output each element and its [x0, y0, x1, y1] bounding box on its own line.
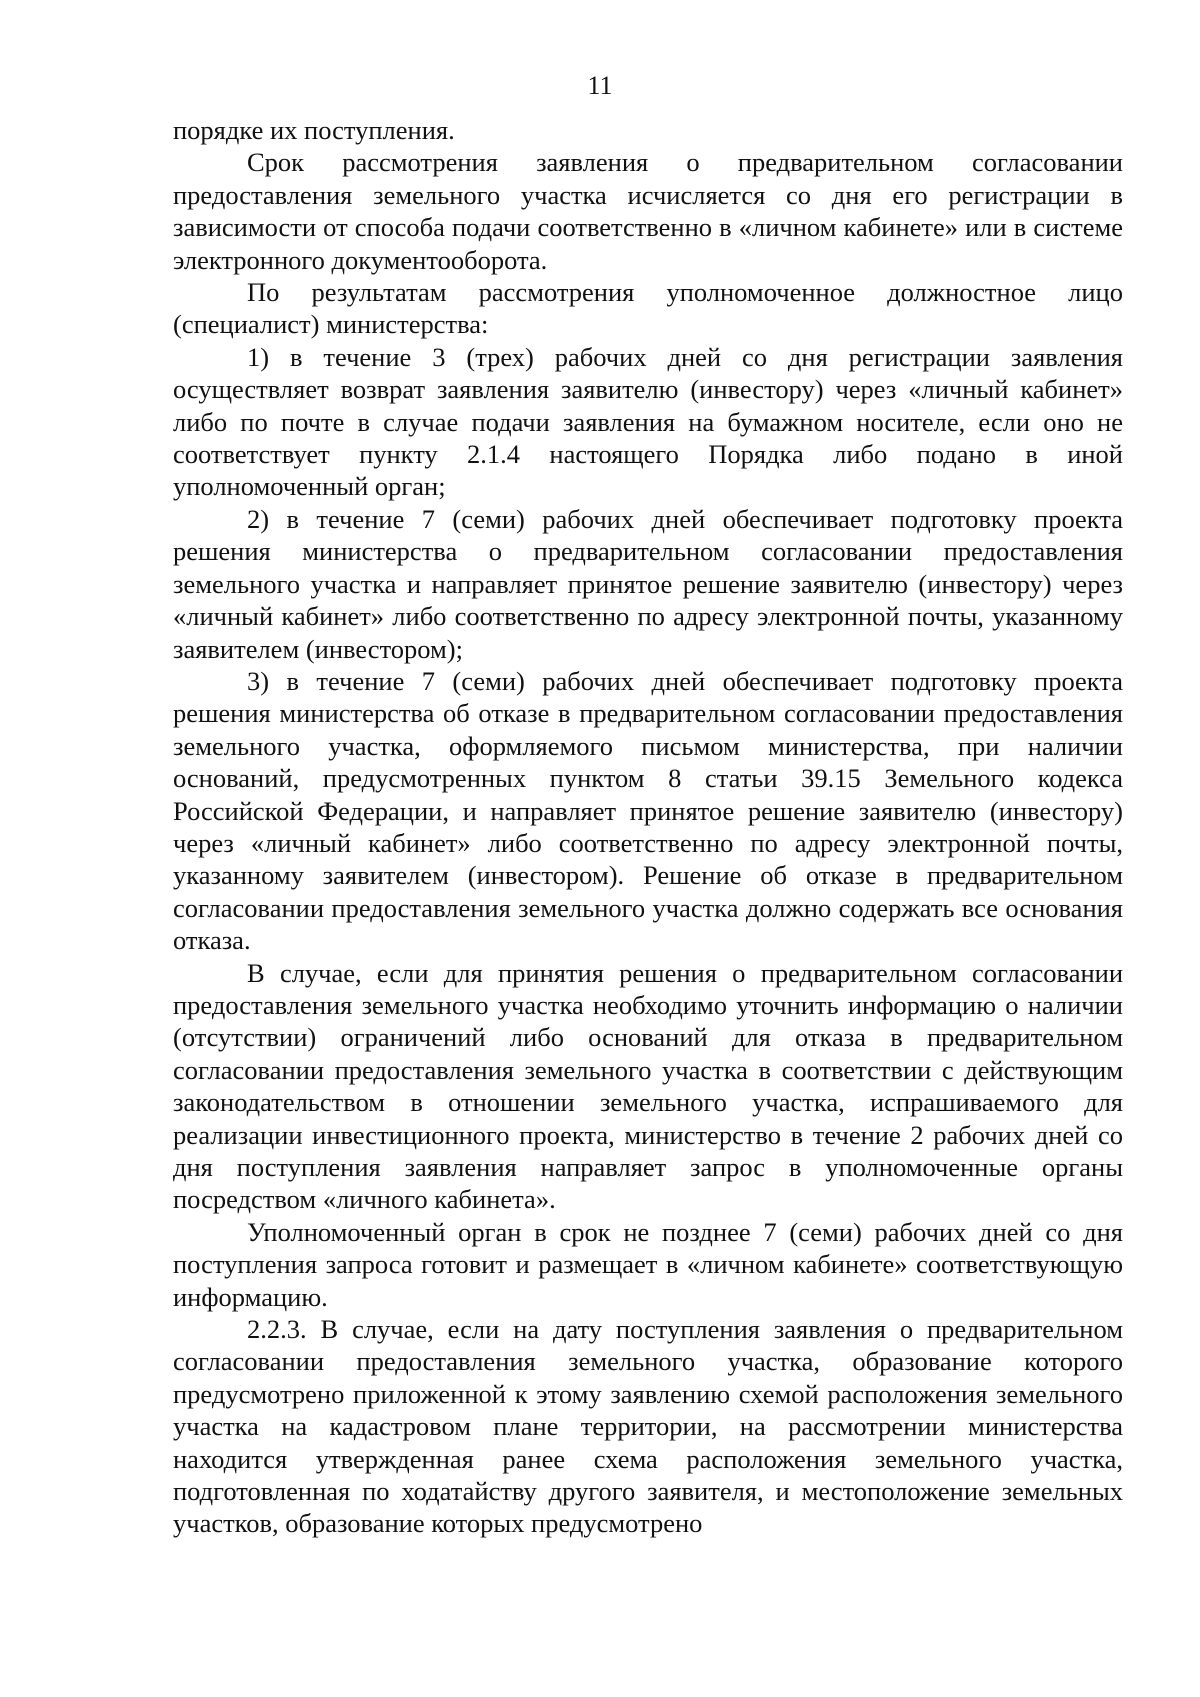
paragraph-review-period: Срок рассмотрения заявления о предварительном согласовании предоставления земельного участка исчисляется со дня его регистрации в зависимости от способа подачи соответственно в «личном кабинете» или в системе электронного документооборота.: [173, 147, 1123, 275]
paragraph-continuation: порядке их поступления.: [173, 115, 455, 145]
list-item-3-refusal: 3) в течение 7 (семи) рабочих дней обеспечивает подготовку проекта решения министерства об отказе в предварительном согласовании предоставления земельного участка, оформляемого письмом министерства, при наличии оснований, предусмотренных пунктом 8 статьи 39.15 Земельного кодекса Российской Федерации, и направляет принятое решение заявителю (инвестору) через «личный кабинет» либо соответственно по адресу электронной почты, указанному заявителем (инвестором). Решение об отказе в предварительном согласовании предоставления земельного участка должно содержать все основания отказа.: [173, 665, 1123, 956]
paragraph-authorized-body: Уполномоченный орган в срок не позднее 7 (семи) рабочих дней со дня поступления запроса готовит и размещает в «личном кабинете» соответствующую информацию.: [173, 1216, 1123, 1312]
page-number: 11: [587, 71, 613, 100]
paragraph-clause-2-2-3: 2.2.3. В случае, если на дату поступления заявления о предварительном согласовании предоставления земельного участка, образование которого предусмотрено приложенной к этому заявлению схемой расположения земельного участка на кадастровом плане территории, на рассмотрении министерства находится утвержденная ранее схема расположения земельного участка, подготовленная по ходатайству другого заявителя, и местоположение земельных участков, образование которых предусмотрено: [173, 1314, 1123, 1539]
list-item-2-approval: 2) в течение 7 (семи) рабочих дней обеспечивает подготовку проекта решения министерства о предварительном согласовании предоставления земельного участка и направляет принятое решение заявителю (инвестору) через «личный кабинет» либо соответственно по адресу электронной почты, указанному заявителем (инвестором);: [173, 503, 1123, 664]
paragraph-review-results: По результатам рассмотрения уполномоченное должностное лицо (специалист) министерства:: [173, 277, 1123, 340]
list-item-1-return: 1) в течение 3 (трех) рабочих дней со дня регистрации заявления осуществляет возврат заявления заявителю (инвестору) через «личный кабинет» либо по почте в случае подачи заявления на бумажном носителе, если оно не соответствует пункту 2.1.4 настоящего Порядка либо подано в иной уполномоченный орган;: [173, 341, 1123, 502]
document-body: [173, 114, 1123, 1540]
paragraph-information-request: В случае, если для принятия решения о предварительном согласовании предоставления земельного участка необходимо уточнить информацию о наличии (отсутствии) ограничений либо оснований для отказа в предварительном согласовании предоставления земельного участка в соответствии с действующим законодательством в отношении земельного участка, испрашиваемого для реализации инвестиционного проекта, министерство в течение 2 рабочих дней со дня поступления заявления направляет запрос в уполномоченные органы посредством «личного кабинета».: [173, 957, 1123, 1215]
